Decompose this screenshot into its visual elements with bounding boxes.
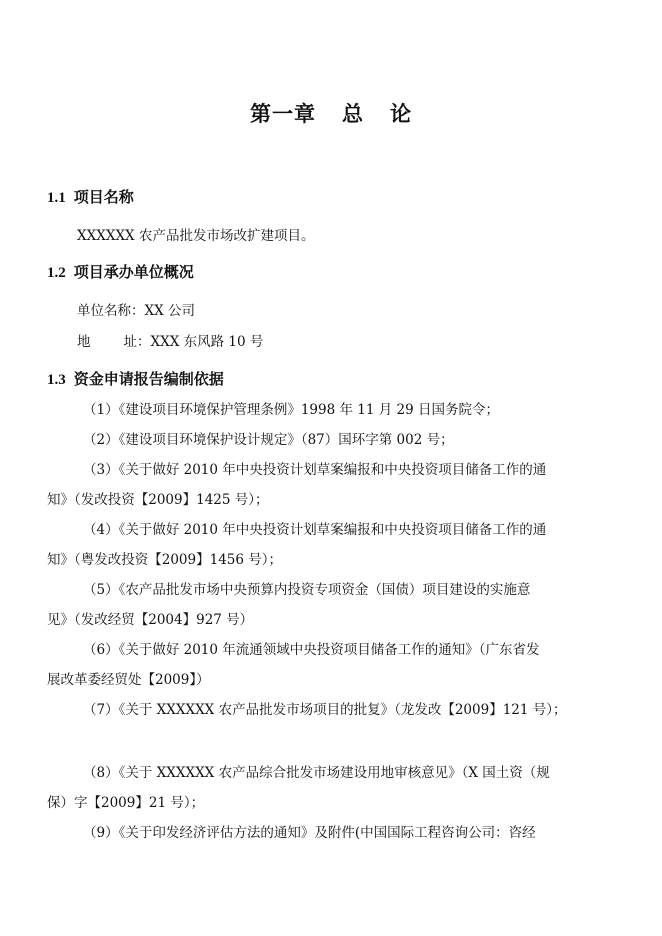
basis-line: （3）《关于做好 2010 年中央投资计划草案编报和中央投资项目储备工作的通 bbox=[83, 462, 547, 478]
basis-line: 展改革委经贸处【2009】） bbox=[47, 672, 210, 688]
basis-line: （7）《关于 XXXXXX 农产品批发市场项目的批复》（龙发改【2009】121 号）； bbox=[83, 702, 567, 718]
basis-line: （1）《建设项目环境保护管理条例》1998 年 11 月 29 日国务院令； bbox=[83, 402, 500, 418]
basis-line: （2）《建设项目环境保护设计规定》（87）国环字第 002 号； bbox=[83, 432, 454, 448]
basis-line: 保）字【2009】21 号）； bbox=[47, 795, 205, 811]
unit-name-label: 单位名称： bbox=[77, 303, 145, 319]
basis-line: （8）《关于 XXXXXX 农产品综合批发市场建设用地审核意见》（X 国土资（规 bbox=[83, 765, 550, 781]
basis-line: 知》（发改投资【2009】1425 号）； bbox=[47, 492, 269, 508]
basis-line: （9）《关于印发经济评估方法的通知》及附件(中国国际工程咨询公司：咨经 bbox=[83, 825, 536, 841]
section-number: 1.3 bbox=[47, 372, 66, 388]
unit-name-value: XX 公司 bbox=[144, 303, 196, 319]
basis-line: （6）《关于做好 2010 年流通领域中央投资项目储备工作的通知》（广东省发 bbox=[83, 642, 540, 658]
section-heading-1-1 bbox=[47, 186, 134, 207]
section-number: 1.2 bbox=[47, 265, 66, 281]
section-heading-1-2 bbox=[47, 261, 194, 282]
unit-address-value: XXX 东风路 10 号 bbox=[150, 334, 264, 350]
basis-line: 见》（发改经贸【2004】927 号） bbox=[47, 612, 254, 628]
project-name-text: XXXXXX 农产品批发市场改扩建项目。 bbox=[77, 228, 315, 244]
basis-line: （4）《关于做好 2010 年中央投资计划草案编报和中央投资项目储备工作的通 bbox=[83, 522, 547, 538]
unit-address-label-2: 址： bbox=[123, 334, 151, 350]
section-number: 1.1 bbox=[47, 190, 66, 206]
section-heading-1-3 bbox=[47, 368, 224, 389]
unit-address-line bbox=[77, 330, 263, 350]
chapter-title-part3: 论 bbox=[390, 102, 412, 126]
unit-name-line bbox=[77, 299, 195, 319]
basis-line: （5）《农产品批发市场中央预算内投资专项资金（国债）项目建设的实施意 bbox=[83, 582, 531, 598]
unit-address-label-1: 地 bbox=[77, 334, 91, 350]
basis-line: 知》（粤发改投资【2009】1456 号）； bbox=[47, 552, 283, 568]
chapter-title-part1: 第一章 bbox=[250, 102, 316, 126]
section-title: 资金申请报告编制依据 bbox=[73, 370, 224, 388]
section-title: 项目名称 bbox=[73, 188, 134, 206]
section-title: 项目承办单位概况 bbox=[73, 263, 194, 281]
chapter-title bbox=[0, 98, 662, 128]
chapter-title-part2: 总 bbox=[342, 102, 364, 126]
